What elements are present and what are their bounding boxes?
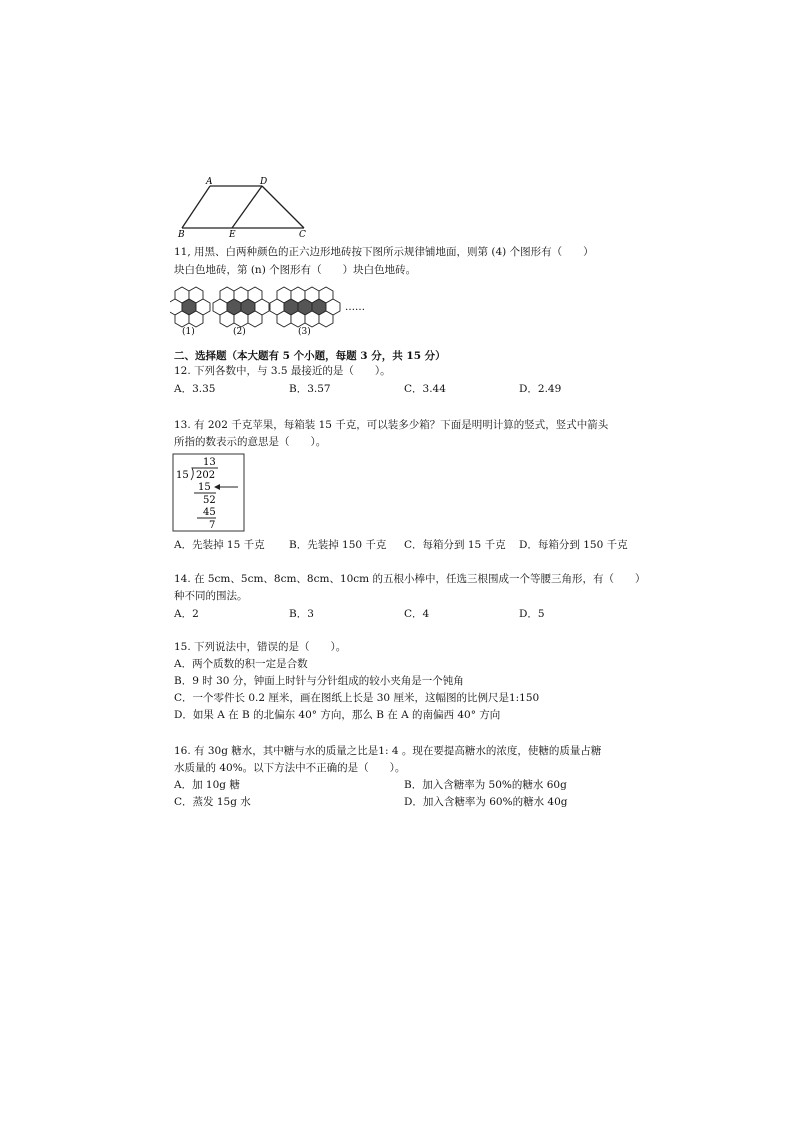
hex-figure-2 — [213, 287, 269, 327]
q14-option-d: D．5 — [519, 608, 545, 620]
division-dividend: 202 — [196, 470, 216, 481]
trapezoid-figure — [172, 174, 312, 238]
hex-figure-3 — [270, 287, 340, 327]
q12-option-a: A．3.35 — [174, 383, 216, 395]
q16-option-c: C．蒸发 15g 水 — [174, 796, 251, 808]
division-step-3: 45 — [203, 507, 216, 518]
division-arrow-icon — [214, 484, 220, 490]
q16-line-1: 16. 有 30g 糖水，其中糖与水的质量之比是1: 4 。现在要提高糖水的浓度，使糖的质量占糖 — [174, 745, 602, 757]
q14-option-a: A．2 — [174, 608, 199, 620]
q13-line-1: 13. 有 202 千克苹果，每箱装 15 千克，可以装多少箱？下面是明明计算的竖式，竖式中箭头 — [174, 419, 609, 431]
q12-option-b: B．3.57 — [289, 383, 331, 395]
q15-option-c: C．一个零件长 0.2 厘米，画在图纸上长是 30 厘米，这幅图的比例尺是1:150 — [174, 692, 540, 704]
q13-line-2: 所指的数表示的意思是（ ）。 — [174, 436, 327, 448]
division-remainder: 7 — [209, 520, 216, 531]
q13-option-a: A．先装掉 15 千克 — [174, 539, 265, 551]
q15-option-b: B．9 时 30 分，钟面上时针与分针组成的较小夹角是一个钝角 — [174, 675, 464, 687]
division-step-1: 15 — [198, 482, 211, 493]
figure-label-2: (2) — [233, 327, 246, 336]
q13-option-d: D．每箱分到 150 千克 — [519, 539, 628, 551]
q15-stem: 15. 下列说法中，错误的是（ ）。 — [174, 641, 347, 653]
vertex-label-d: D — [260, 177, 268, 187]
division-quotient: 13 — [203, 457, 216, 468]
q16-option-d: D．加入含糖率为 60%的糖水 40g — [404, 796, 568, 808]
q16-line-2: 水质量的 40%。以下方法中不正确的是（ ）。 — [174, 762, 406, 774]
q16-option-a: A．加 10g 糖 — [174, 779, 240, 791]
q14-option-b: B．3 — [289, 608, 314, 620]
q14-line-2: 种不同的围法。 — [174, 590, 248, 602]
q16-option-b: B．加入含糖率为 50%的糖水 60g — [404, 779, 567, 791]
hexagon-tile-pattern — [170, 284, 380, 336]
q13-option-c: C．每箱分到 15 千克 — [404, 539, 506, 551]
q14-option-c: C．4 — [404, 608, 430, 620]
section-2-title: 二、选择题（本大题有 5 个小题，每题 3 分，共 15 分） — [174, 350, 446, 362]
long-division-figure — [172, 453, 246, 533]
q11-line-1: 11, 用黑、白两种颜色的正六边形地砖按下图所示规律铺地面，则第 (4) 个图形有（ ） — [174, 246, 594, 258]
division-divisor: 15 — [176, 470, 189, 481]
vertex-label-e: E — [229, 230, 236, 238]
q14-line-1: 14. 在 5cm、5cm、8cm、8cm、10cm 的五根小棒中，任选三根围成一个等腰三角形，有（ ） — [174, 573, 646, 585]
q11-line-2: 块白色地砖，第 (n) 个图形有（ ）块白色地砖。 — [174, 264, 417, 276]
q15-option-d: D．如果 A 在 B 的北偏东 40° 方向，那么 B 在 A 的南偏西 40° 方向 — [174, 709, 501, 721]
pattern-ellipsis: …… — [345, 302, 365, 313]
vertex-label-a: A — [206, 177, 213, 187]
q12-option-d: D．2.49 — [519, 383, 562, 395]
division-step-2: 52 — [203, 495, 216, 506]
vertex-label-b: B — [178, 230, 185, 238]
figure-label-3: (3) — [298, 327, 311, 336]
q12-option-c: C．3.44 — [404, 383, 446, 395]
q15-option-a: A．两个质数的积一定是合数 — [174, 658, 308, 670]
figure-label-1: (1) — [182, 327, 195, 336]
q13-option-b: B．先装掉 150 千克 — [289, 539, 387, 551]
hex-figure-1 — [170, 287, 210, 327]
vertex-label-c: C — [299, 230, 306, 238]
q12-stem: 12. 下列各数中，与 3.5 最接近的是（ ）。 — [174, 365, 391, 377]
